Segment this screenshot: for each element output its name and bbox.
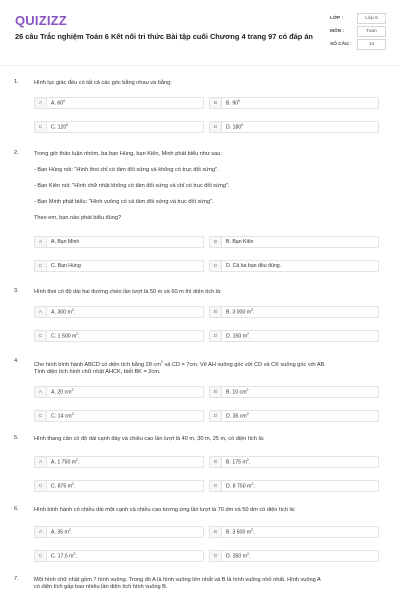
option-letter: B bbox=[210, 98, 222, 108]
options-1 bbox=[34, 97, 379, 133]
statement-line: - Bạn Minh phát biểu: "Hình vuông có cả tâm đối xứng và trục đối xứng". bbox=[34, 199, 214, 205]
option-text: D. 8 750 $m^2$. bbox=[226, 482, 255, 490]
option-letter: B bbox=[210, 237, 222, 247]
page-title: 26 câu Trắc nghiệm Toán 6 Kết nối tri thức Bài tập cuối Chương 4 trang 97 có đáp án bbox=[15, 32, 313, 41]
option-text: C. 875 $m^2$. bbox=[51, 482, 76, 490]
option-text: A. $60^0$ bbox=[51, 99, 66, 107]
option-b[interactable] bbox=[209, 306, 379, 318]
option-letter: D bbox=[210, 551, 222, 561]
option-c[interactable] bbox=[34, 410, 204, 422]
option-d[interactable] bbox=[209, 550, 379, 562]
option-a[interactable] bbox=[34, 97, 204, 109]
option-letter: A bbox=[35, 307, 47, 317]
statement-line: Theo em, bạn nào phát biểu đúng? bbox=[34, 215, 122, 221]
statement-line: - Bạn Kiên nói: "Hình chữ nhật không có tâm đối xứng và chỉ có trục đối xứng". bbox=[34, 183, 230, 189]
meta-value: Toán bbox=[357, 26, 386, 37]
option-b[interactable] bbox=[209, 526, 379, 538]
option-d[interactable] bbox=[209, 260, 379, 272]
question-text: Hình bình hành có chiều dài một cạnh và chiều cao tương ứng lần lượt là 70 dm và 50 dm có diện tích là: bbox=[34, 507, 296, 513]
question-number: 3. bbox=[14, 288, 19, 294]
option-letter: B bbox=[210, 457, 222, 467]
option-text: D. 35 $cm^2$ bbox=[226, 412, 249, 420]
options-4 bbox=[34, 386, 379, 422]
options-6 bbox=[34, 526, 379, 562]
question-text: Hình lục giác đều có tất cả các góc bằng nhau và bằng: bbox=[34, 80, 172, 86]
option-text: C. Bạn Hùng bbox=[51, 263, 81, 269]
question-number: 7. bbox=[14, 576, 19, 582]
option-letter: C bbox=[35, 261, 47, 271]
option-text: D. $180^0$ bbox=[226, 123, 244, 131]
option-c[interactable] bbox=[34, 121, 204, 133]
meta-count bbox=[330, 38, 386, 51]
option-text: A. 1 750 $m^2$. bbox=[51, 458, 80, 466]
option-text: B. 10 $cm^2$ bbox=[226, 388, 249, 396]
option-b[interactable] bbox=[209, 386, 379, 398]
question-number: 4. bbox=[14, 358, 19, 364]
option-a[interactable] bbox=[34, 306, 204, 318]
question-4 bbox=[14, 358, 386, 376]
option-text: B. 3 500 $m^2$. bbox=[226, 528, 255, 536]
question-text-line2: có diện tích gấp bao nhiêu lần diện tích hình vuông B. bbox=[34, 584, 168, 590]
meta-label: LỚP : bbox=[330, 16, 344, 21]
question-number: 6. bbox=[14, 506, 19, 512]
question-6 bbox=[14, 506, 386, 514]
option-c[interactable] bbox=[34, 480, 204, 492]
option-c[interactable] bbox=[34, 550, 204, 562]
question-number: 1. bbox=[14, 79, 19, 85]
question-text: Hình thoi có độ dài hai đường chéo lần lượt là 50 m và 60 m thì diện tích là: bbox=[34, 289, 222, 295]
option-b[interactable] bbox=[209, 456, 379, 468]
option-letter: C bbox=[35, 331, 47, 341]
option-text: B. Bạn Kiên bbox=[226, 239, 254, 245]
option-a[interactable] bbox=[34, 526, 204, 538]
option-b[interactable] bbox=[209, 236, 379, 248]
option-text: C. 1 500 $m^2$. bbox=[51, 332, 80, 340]
question-7 bbox=[14, 576, 386, 591]
option-d[interactable] bbox=[209, 410, 379, 422]
option-text: A. 35 $m^2$. bbox=[51, 528, 73, 536]
option-letter: C bbox=[35, 122, 47, 132]
option-text: B. 3 000 $m^2$. bbox=[226, 308, 255, 316]
option-text: D. Cả ba bạn đều đúng. bbox=[226, 263, 282, 269]
option-letter: B bbox=[210, 387, 222, 397]
option-letter: C bbox=[35, 481, 47, 491]
meta-label: SỐ CÂU : bbox=[330, 42, 352, 47]
options-3 bbox=[34, 306, 379, 342]
option-c[interactable] bbox=[34, 260, 204, 272]
option-letter: A bbox=[35, 457, 47, 467]
quizizz-logo: QUIZIZZ bbox=[15, 13, 67, 28]
header-divider bbox=[0, 65, 400, 66]
option-letter: C bbox=[35, 551, 47, 561]
option-letter: A bbox=[35, 387, 47, 397]
question-2 bbox=[14, 150, 386, 222]
option-d[interactable] bbox=[209, 480, 379, 492]
option-a[interactable] bbox=[34, 386, 204, 398]
question-number: 5. bbox=[14, 435, 19, 441]
option-text: A. Bạn Minh bbox=[51, 239, 80, 245]
option-a[interactable] bbox=[34, 456, 204, 468]
options-5 bbox=[34, 456, 379, 492]
option-letter: A bbox=[35, 527, 47, 537]
meta-subject bbox=[330, 25, 386, 38]
option-letter: D bbox=[210, 411, 222, 421]
option-text: A. 20 $cm^2$ bbox=[51, 388, 74, 396]
option-b[interactable] bbox=[209, 97, 379, 109]
question-text: Cho hình bình hành ABCD có diện tích bằng 28 $cm^2$ và CD = 7cm. Vẽ AH vuông góc với CD và CK vuông góc với AB. bbox=[34, 360, 326, 368]
option-text: C. 17,5 $m^2$. bbox=[51, 552, 77, 560]
option-text: B. 175 $m^2$. bbox=[226, 458, 251, 466]
question-5 bbox=[14, 435, 386, 443]
question-text: Một hình chữ nhật gồm 7 hình vuông. Trong đó A là hình vuông lớn nhất và B là hình vuông nhỏ nhất. Hình vuông A bbox=[34, 577, 321, 583]
meta-grade bbox=[330, 12, 386, 25]
option-a[interactable] bbox=[34, 236, 204, 248]
meta-value: 14 bbox=[357, 39, 386, 50]
question-text: Trong giờ thảo luận nhóm, ba bạn Hùng, bạn Kiên, Minh phát biểu như sau: bbox=[34, 151, 222, 157]
option-letter: D bbox=[210, 481, 222, 491]
option-text: C. $120^0$ bbox=[51, 123, 69, 131]
option-letter: C bbox=[35, 411, 47, 421]
question-3 bbox=[14, 288, 386, 296]
question-text-line2: Tính diện tích hình chữ nhật AHCK, biết BK = 2cm. bbox=[34, 368, 161, 375]
option-letter: D bbox=[210, 331, 222, 341]
question-number: 2. bbox=[14, 150, 19, 156]
option-letter: D bbox=[210, 261, 222, 271]
option-letter: B bbox=[210, 307, 222, 317]
option-letter: B bbox=[210, 527, 222, 537]
option-text: D. 150 $m^2$. bbox=[226, 332, 251, 340]
option-d[interactable] bbox=[209, 330, 379, 342]
meta-box bbox=[330, 12, 386, 51]
option-letter: A bbox=[35, 237, 47, 247]
option-text: B. $90^0$ bbox=[226, 99, 241, 107]
statement-line: - Bạn Hùng nói: "Hình thoi chỉ có tâm đối xứng và không có trục đối xứng". bbox=[34, 167, 219, 173]
meta-label: MÔN : bbox=[330, 29, 345, 34]
option-letter: D bbox=[210, 122, 222, 132]
meta-value: Lớp 6 bbox=[357, 13, 386, 24]
option-text: A. 300 $m^2$. bbox=[51, 308, 76, 316]
question-text: Hình thang cân có độ dài cạnh đáy và chiều cao lần lượt là 40 m, 30 m, 25 m, có diện tích là: bbox=[34, 436, 265, 442]
option-c[interactable] bbox=[34, 330, 204, 342]
option-d[interactable] bbox=[209, 121, 379, 133]
options-2 bbox=[34, 236, 379, 272]
option-text: C. 14 $cm^2$ bbox=[51, 412, 74, 420]
option-letter: A bbox=[35, 98, 47, 108]
question-1 bbox=[14, 79, 386, 87]
option-text: D. 350 $m^2$. bbox=[226, 552, 251, 560]
